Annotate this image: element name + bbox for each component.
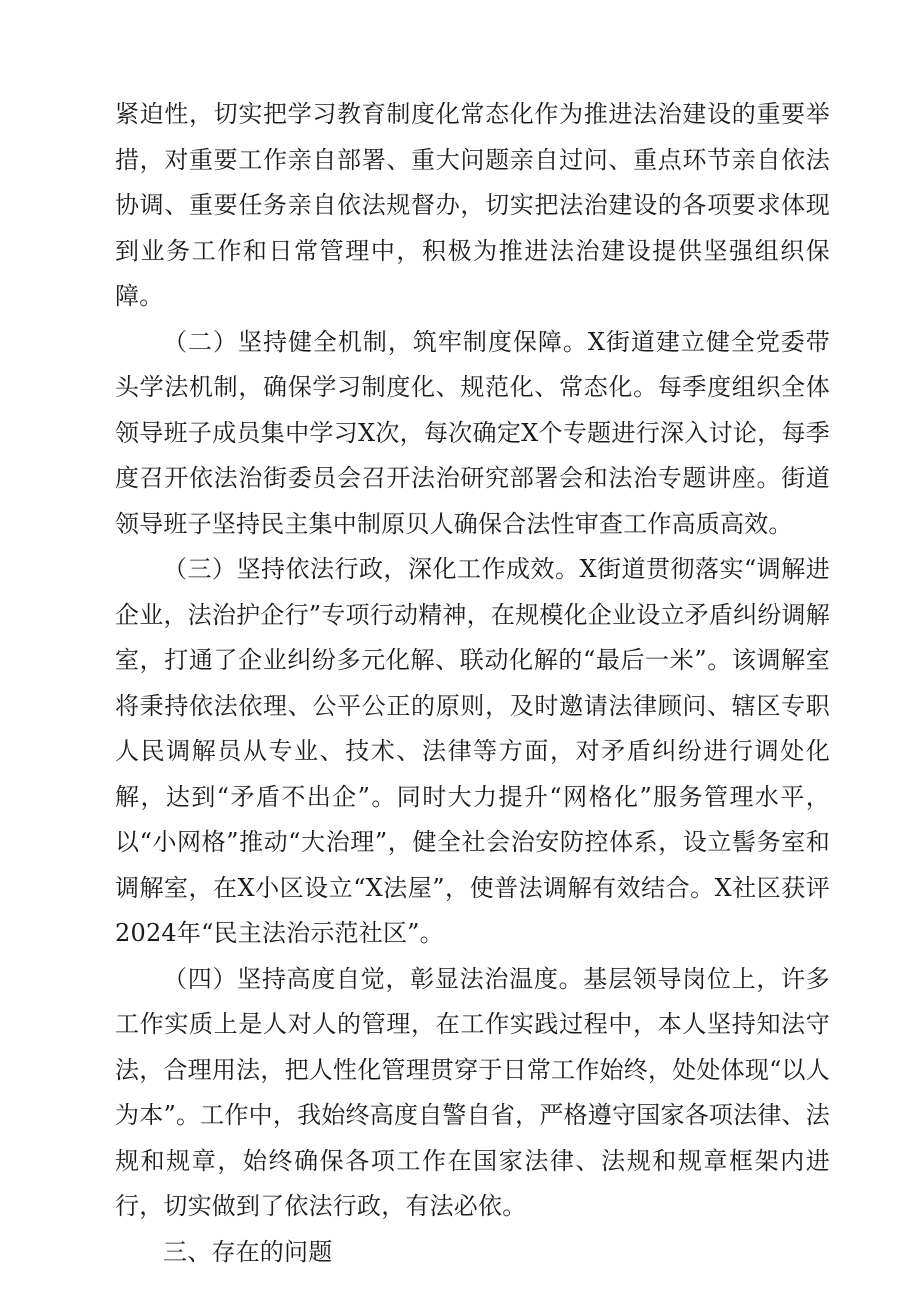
paragraph-intro-continuation: 紧迫性，切实把学习教育制度化常态化作为推进法治建设的重要举措，对重要工作亲自部署、重大问题亲自过问、重点环节亲自依法协调、重要任务亲自依法规督办，切实把法治建设的各项要求体现到业务工作和日常管理中，积极为推进法治建设提供坚强组织保障。 <box>115 100 830 310</box>
section-heading-problems: 三、存在的问题 <box>163 1237 333 1266</box>
paragraph-section-3: （三）坚持依法行政，深化工作成效。X街道贯彻落实“调解进企业，法治护企行”专项行动精神，在规模化企业设立矛盾纠纷调解室，打通了企业纠纷多元化解、联动化解的“最后一米”。该调解室将秉持依法依理、公平公正的原则，及时邀请法律顾问、辖区专职人民调解员从专业、技术、法律等方面，对矛盾纠纷进行调处化解，达到“矛盾不出企”。同时大力提升“网格化”服务管理水平，以“小网格”推动“大治理”，健全社会治安防控体系，设立髻务室和调解室，在X小区设立“X法屋”，使普法调解有效结合。X社区获评2024年“民主法治示范社区”。 <box>115 555 830 947</box>
document-body <box>115 92 830 1275</box>
paragraph-section-4: （四）坚持高度自觉，彰显法治温度。基层领导岗位上，许多工作实质上是人对人的管理，在工作实践过程中，本人坚持知法守法，合理用法，把人性化管理贯穿于日常工作始终，处处体现“以人为本”。工作中，我始终高度自警自省，严格遵守国家各项法律、法规和规章，始终确保各项工作在国家法律、法规和规章框架内进行，切实做到了依法行政，有法必依。 <box>115 964 830 1220</box>
paragraph-section-2: （二）坚持健全机制，筑牢制度保障。X街道建立健全党委带头学法机制，确保学习制度化、规范化、常态化。每季度组织全体领导班子成员集中学习X次，每次确定X个专题进行深入讨论，每季度召开依法治街委员会召开法治研究部署会和法治专题讲座。街道领导班子坚持民主集中制原贝人确保合法性审查工作高质高效。 <box>115 327 830 538</box>
